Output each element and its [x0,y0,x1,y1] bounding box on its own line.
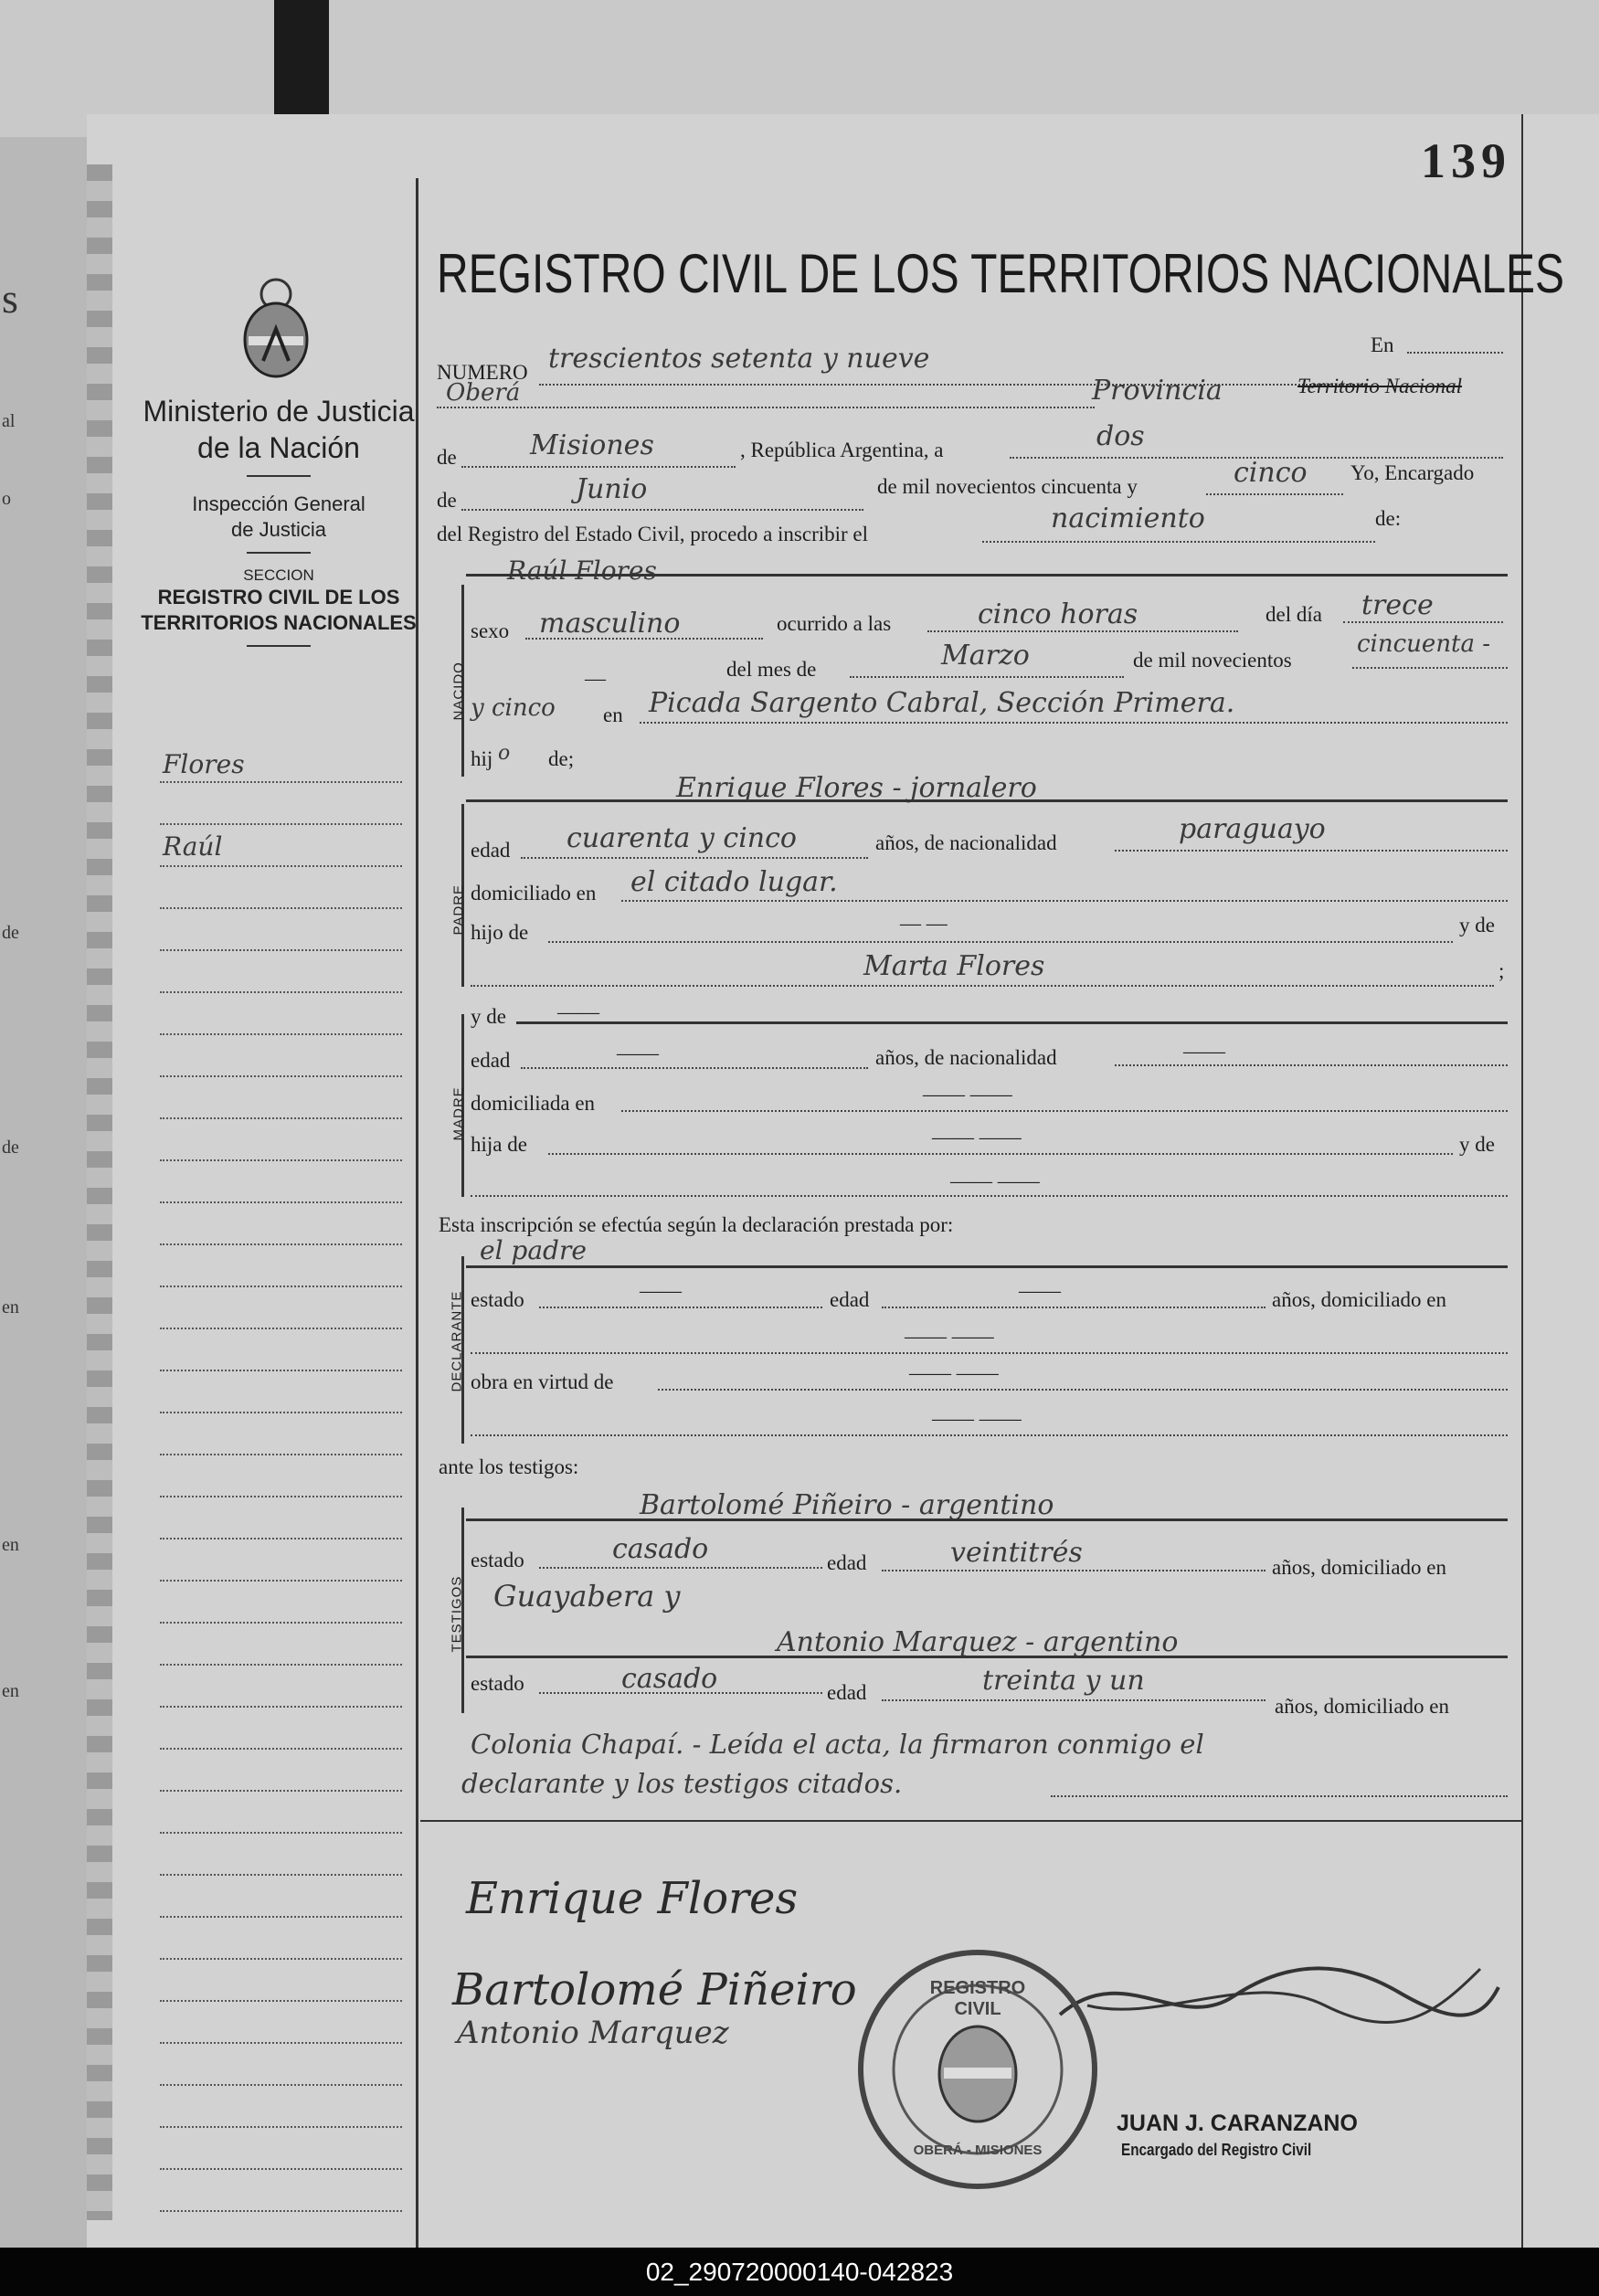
sidebar-ruled-line [160,2168,402,2170]
nacido-dash: — [585,667,606,690]
province-value: Misiones [530,429,654,461]
closing-line-1: Colonia Chapaí. - Leída el acta, la firmaron conmigo el [471,1729,1204,1760]
registry-name: REGISTRO CIVIL DE LOS TERRITORIOS NACIONALES [141,586,417,634]
officer-name: JUAN J. CARANZANO [1117,2111,1358,2136]
padre-edad-value: cuarenta y cinco [567,822,797,854]
sidebar-ruled-line [160,991,402,993]
padre-name-value: Enrique Flores - jornalero [676,772,1037,804]
scan-id-footer: 02_290720000140-042823 [0,2248,1599,2296]
madre-domicilio-value: —— —— [923,1083,1012,1106]
testigo-2-edad-value: treinta y un [982,1665,1145,1697]
sidebar-ruled-line [160,1159,402,1161]
madre-nacionalidad-value: —— [1183,1040,1225,1063]
officer-title: Encargado del Registro Civil [1121,2141,1312,2159]
obra-label: obra en virtud de [471,1370,614,1393]
testigo-2-domicilio-label: años, domiciliado en [1275,1695,1449,1718]
dia-value: trece [1361,589,1434,621]
testigo-1-domicilio-label: años, domiciliado en [1272,1556,1446,1579]
facing-page-fragment: s [2,275,18,322]
sidebar-ruled-line [160,1706,402,1708]
sidebar-ruled-line [160,1033,402,1035]
de-label-2: de [437,489,457,512]
page-right-rule [1521,114,1523,2248]
padre-nacionalidad-label: años, de nacionalidad [875,831,1057,854]
anio-value-continued: y cinco [471,694,556,722]
sidebar-ruled-line [160,2000,402,2002]
nacido-section-label: NACIDO [450,661,467,721]
facing-page-fragment: al [2,411,16,431]
anio-label: de mil novecientos [1133,649,1292,672]
de-label: de [437,446,457,469]
sidebar-ruled-line [160,1243,402,1245]
section-label: SECCION [243,566,314,584]
sidebar-ruled-line [160,2210,402,2212]
sidebar-ruled-line [160,1286,402,1287]
page-title: REGISTRO CIVIL DE LOS TERRITORIOS NACIONALES [437,243,1565,304]
sidebar-ruled-line [160,2042,402,2044]
republica-label: , República Argentina, a [740,439,944,461]
declarante-estado-label: estado [471,1288,524,1311]
day-value: dos [1096,420,1145,452]
signature-witness-2: Antonio Marquez [457,2015,729,2051]
testigo-2-value: Antonio Marquez - argentino [777,1626,1179,1658]
hijo-suffix: o [498,742,511,765]
nacido-en-label: en [603,704,623,726]
act-value: nacimiento [1051,503,1205,534]
sidebar-ruled-line [160,1832,402,1834]
facing-page-edge [0,137,90,2248]
sidebar-ruled-line [160,781,402,783]
year-label: de mil novecientos cincuenta y [877,475,1138,498]
facing-page-fragment: en [2,1535,19,1555]
sidebar-ruled-line [160,1664,402,1666]
sexo-value: masculino [539,608,681,640]
testigo-1-edad-value: veintitrés [950,1537,1083,1569]
declarante-edad-value: —— [1019,1279,1061,1302]
padre-domicilio-value: el citado lugar. [630,866,838,898]
padre-edad-label: edad [471,839,511,862]
numero-value: trescientos setenta y nueve [548,343,930,375]
sidebar-ruled-line [160,2126,402,2128]
padre-hijo-de-value: — — [900,912,948,935]
sidebar-ruled-line [160,1790,402,1792]
seal-bottom-text: OBERÁ - MISIONES [913,2143,1043,2158]
inspection-name: Inspección General de Justicia [192,492,365,541]
facing-page-fragment: o [2,489,11,509]
madre-y-de-label-2: y de [1459,1133,1495,1156]
madre-nacionalidad-label: años, de nacionalidad [875,1046,1057,1069]
testigo-1-edad-label: edad [827,1551,867,1574]
ministry-name: Ministerio de Justicia de la Nación [143,395,415,464]
testigos-intro-label: ante los testigos: [439,1455,579,1478]
madre-hija-de-value: —— —— [932,1126,1022,1148]
place-value: Oberá [446,379,521,407]
sexo-label: sexo [471,619,510,642]
madre-section-label: MADRE [450,1086,467,1141]
sidebar-ruled-line [160,1075,402,1077]
madre-edad-value: —— [617,1042,659,1064]
sidebar-ruled-line [160,2084,402,2086]
sidebar-ruled-line [160,1412,402,1413]
registro-label: del Registro del Estado Civil, procedo a inscribir el [437,523,869,545]
signature-witness-1: Bartolomé Piñeiro [452,1964,857,2016]
ocurrido-label: ocurrido a las [777,612,892,635]
facing-page-fragment: en [2,1297,19,1317]
sidebar-ruled-line [160,1370,402,1371]
testigo-1-estado-value: casado [612,1533,709,1565]
de-colon-label: de: [1375,507,1402,530]
testigo-1-value: Bartolomé Piñeiro - argentino [640,1489,1054,1521]
sidebar-ruled-line [160,865,402,867]
provincia-value: Provincia [1092,375,1223,407]
padre-semicolon: ; [1498,959,1505,982]
sidebar-ruled-line [160,823,402,825]
padre-y-de-label: y de [1459,914,1495,936]
padre-hijo-de-label: hijo de [471,921,529,944]
testigo-2-estado-label: estado [471,1672,524,1695]
month-value: Junio [576,473,648,505]
sidebar-ruled-line [160,1748,402,1750]
sidebar-ruled-line [160,1201,402,1203]
sidebar-ruled-line [160,1538,402,1539]
facing-page-fragment: de [2,1137,19,1158]
facing-page-fragment: de [2,923,19,943]
hijo-de-label: de; [548,747,575,770]
madre-y-de-value: —— [557,1000,599,1023]
lugar-value: Picada Sargento Cabral, Sección Primera. [649,687,1235,719]
declaracion-intro-label: Esta inscripción se efectúa según la declaración prestada por: [439,1213,954,1236]
sidebar-ruled-line [160,1454,402,1455]
folio-number: 139 [1421,133,1511,188]
binding-edge [87,164,112,2220]
declarante-extra-value: —— —— [932,1407,1022,1430]
declarante-domicilio-label: años, domiciliado en [1272,1288,1446,1311]
closing-line-2: declarante y los testigos citados. [461,1768,903,1799]
sidebar-ruled-line [160,1622,402,1624]
testigo-1-domicilio-value: Guayabera y [493,1579,681,1614]
madre-hija-de-label: hija de [471,1133,527,1156]
sidebar-ruled-line [160,949,402,951]
madre-y-de-label: y de [471,1005,506,1028]
del-dia-label: del día [1265,603,1322,626]
declarante-value: el padre [480,1235,587,1265]
testigo-2-estado-value: casado [621,1663,718,1695]
declarante-estado-value: —— [640,1279,682,1302]
yo-encargado-label: Yo, Encargado [1350,461,1475,484]
en-label: En [1371,333,1394,356]
obra-value: —— —— [909,1361,999,1384]
madre-extra-value: —— —— [950,1169,1040,1192]
mes-label: del mes de [726,658,817,681]
coat-of-arms-emblem [236,274,316,384]
padre-section-label: PADRE [450,883,467,936]
sidebar-surname: Flores [163,749,245,779]
anio-value: cincuenta - [1357,630,1491,658]
testigo-1-estado-label: estado [471,1549,524,1571]
sidebar-ruled-line [160,1916,402,1918]
declarante-domicilio-value: —— —— [905,1325,994,1348]
facing-page-fragment: en [2,1681,19,1701]
sidebar-header [137,393,420,656]
testigos-section-label: TESTIGOS [449,1575,465,1653]
padre-domicilio-label: domiciliado en [471,882,597,905]
mes-value: Marzo [941,640,1030,672]
sidebar-ruled-line [160,1328,402,1329]
sidebar-ruled-line [160,1496,402,1497]
nacido-name-value: Raúl Flores [507,555,657,586]
declarante-edad-label: edad [830,1288,870,1311]
hora-value: cinco horas [978,598,1138,630]
sidebar-given-name: Raúl [163,831,223,862]
signature-father: Enrique Flores [466,1873,799,1924]
numero-label: NUMERO [437,361,528,384]
sidebar-ruled-line [160,1874,402,1876]
madre-domicilio-label: domiciliada en [471,1092,596,1115]
madre-edad-label: edad [471,1049,511,1072]
year-value: cinco [1234,457,1308,489]
sidebar-ruled-line [160,907,402,909]
padre-nacionalidad-value: paraguayo [1179,813,1326,845]
testigo-2-edad-label: edad [827,1681,867,1704]
hijo-label: hij [471,747,493,770]
declarante-section-label: DECLARANTE [449,1290,465,1392]
sidebar-ruled-line [160,1117,402,1119]
sidebar-ruled-line [160,1580,402,1582]
territorio-label: Territorio Nacional [1297,375,1462,397]
padre-madre-name-value: Marta Flores [863,950,1045,982]
officer-signature-scribble [1051,1942,1508,2042]
seal-top-text: REGISTRO CIVIL [929,1978,1026,2019]
sidebar-ruled-line [160,1958,402,1960]
